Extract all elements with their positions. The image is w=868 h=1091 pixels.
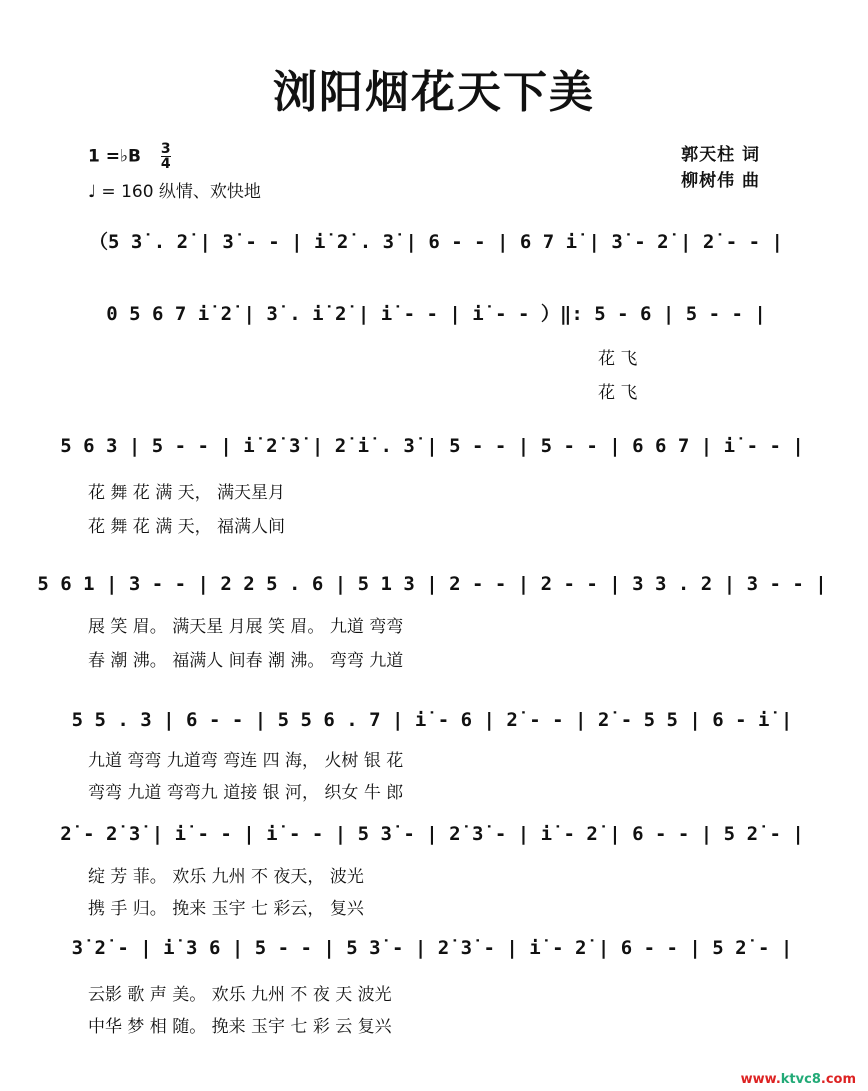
score-line-4 [0,572,868,612]
score-line-2 [0,302,868,342]
site-watermark: www.ktvc8.com [740,1072,856,1087]
key-signature: 1 =♭B $\frac{3}{4}$ [88,141,171,172]
notation-text: 5 6 3 | 5 - - | i̇ 2̇ 3̇ | 2̇ i̇ . 3̇ | 5 - - | 5 - - | 6 6 7 | i̇ - - | [60,435,804,457]
lyric-verse-2: 春 潮 沸。 福满人 间春 潮 沸。 弯弯 九道 [88,651,404,671]
notation-text: 5 5 . 3 | 6 - - | 5 5 6 . 7 | i̇ - 6 | 2̇ - - | 2̇ - 5 5 | 6 - i̇ | [71,709,793,731]
tempo-marking: ♩ = 160 纵情、欢快地 [88,182,261,202]
lyric-verse-1: 云影 歌 声 美。 欢乐 九州 不 夜 天 波光 [88,985,392,1005]
notation-text: 3̇ 2̇ - | i̇ 3 6 | 5 - - | 5 3̇ - | 2̇ 3̇ - | i̇ - 2̇ | 6 - - | 5 2̇ - | [71,937,793,959]
lyric-verse-2: 中华 梦 相 随。 挽来 玉宇 七 彩 云 复兴 [88,1017,392,1037]
lyric-verse-2: 花 飞 [598,383,638,403]
lyric-verse-1: 花 飞 [598,349,638,369]
lyric-verse-1: 展 笑 眉。 满天星 月展 笑 眉。 九道 弯弯 [88,617,404,637]
score-line-6 [0,822,868,862]
score-line-1 [0,230,868,270]
lyric-verse-1: 花 舞 花 满 天， 满天星月 [88,483,286,503]
notation-text: 5 6 1 | 3 - - | 2 2 5 . 6 | 5 1 3 | 2 - - | 2 - - | 3 3 . 2 | 3 - - | [37,573,827,595]
lyric-verse-1: 绽 芳 菲。 欢乐 九州 不 夜天， 波光 [88,867,364,887]
score-line-5 [0,708,868,748]
time-signature: $\frac{3}{4}$ [160,141,171,172]
score-line-3 [0,434,868,474]
lyric-verse-1: 九道 弯弯 九道弯 弯连 四 海， 火树 银 花 [88,751,404,771]
notation-text: 2̇ - 2̇ 3̇ | i̇ - - | i̇ - - | 5 3̇ - | 2̇ 3̇ - | i̇ - 2̇ | 6 - - | 5 2̇ - | [60,823,804,845]
page-title: 浏阳烟花天下美 [273,67,595,118]
notation-text: 0 5 6 7 i̇ 2̇ | 3̇ . i̇ 2̇ | i̇ - - | i̇ - - ）‖: 5 - 6 | 5 - - | [106,303,766,325]
lyric-verse-2: 弯弯 九道 弯弯九 道接 银 河， 织女 牛 郎 [88,783,404,803]
notation-text: （5 3̇ . 2̇ | 3̇ - - | i̇ 2̇ . 3̇ | 6 - - | 6 7 i̇ | 3̇ - 2̇ | 2̇ - - | [89,231,783,253]
lyric-verse-2: 花 舞 花 满 天， 福满人间 [88,517,286,537]
score-line-7 [0,936,868,976]
composer: 柳树伟 曲 [681,171,760,191]
lyricist: 郭天柱 词 [681,145,760,165]
lyric-verse-2: 携 手 归。 挽来 玉宇 七 彩云， 复兴 [88,899,364,919]
